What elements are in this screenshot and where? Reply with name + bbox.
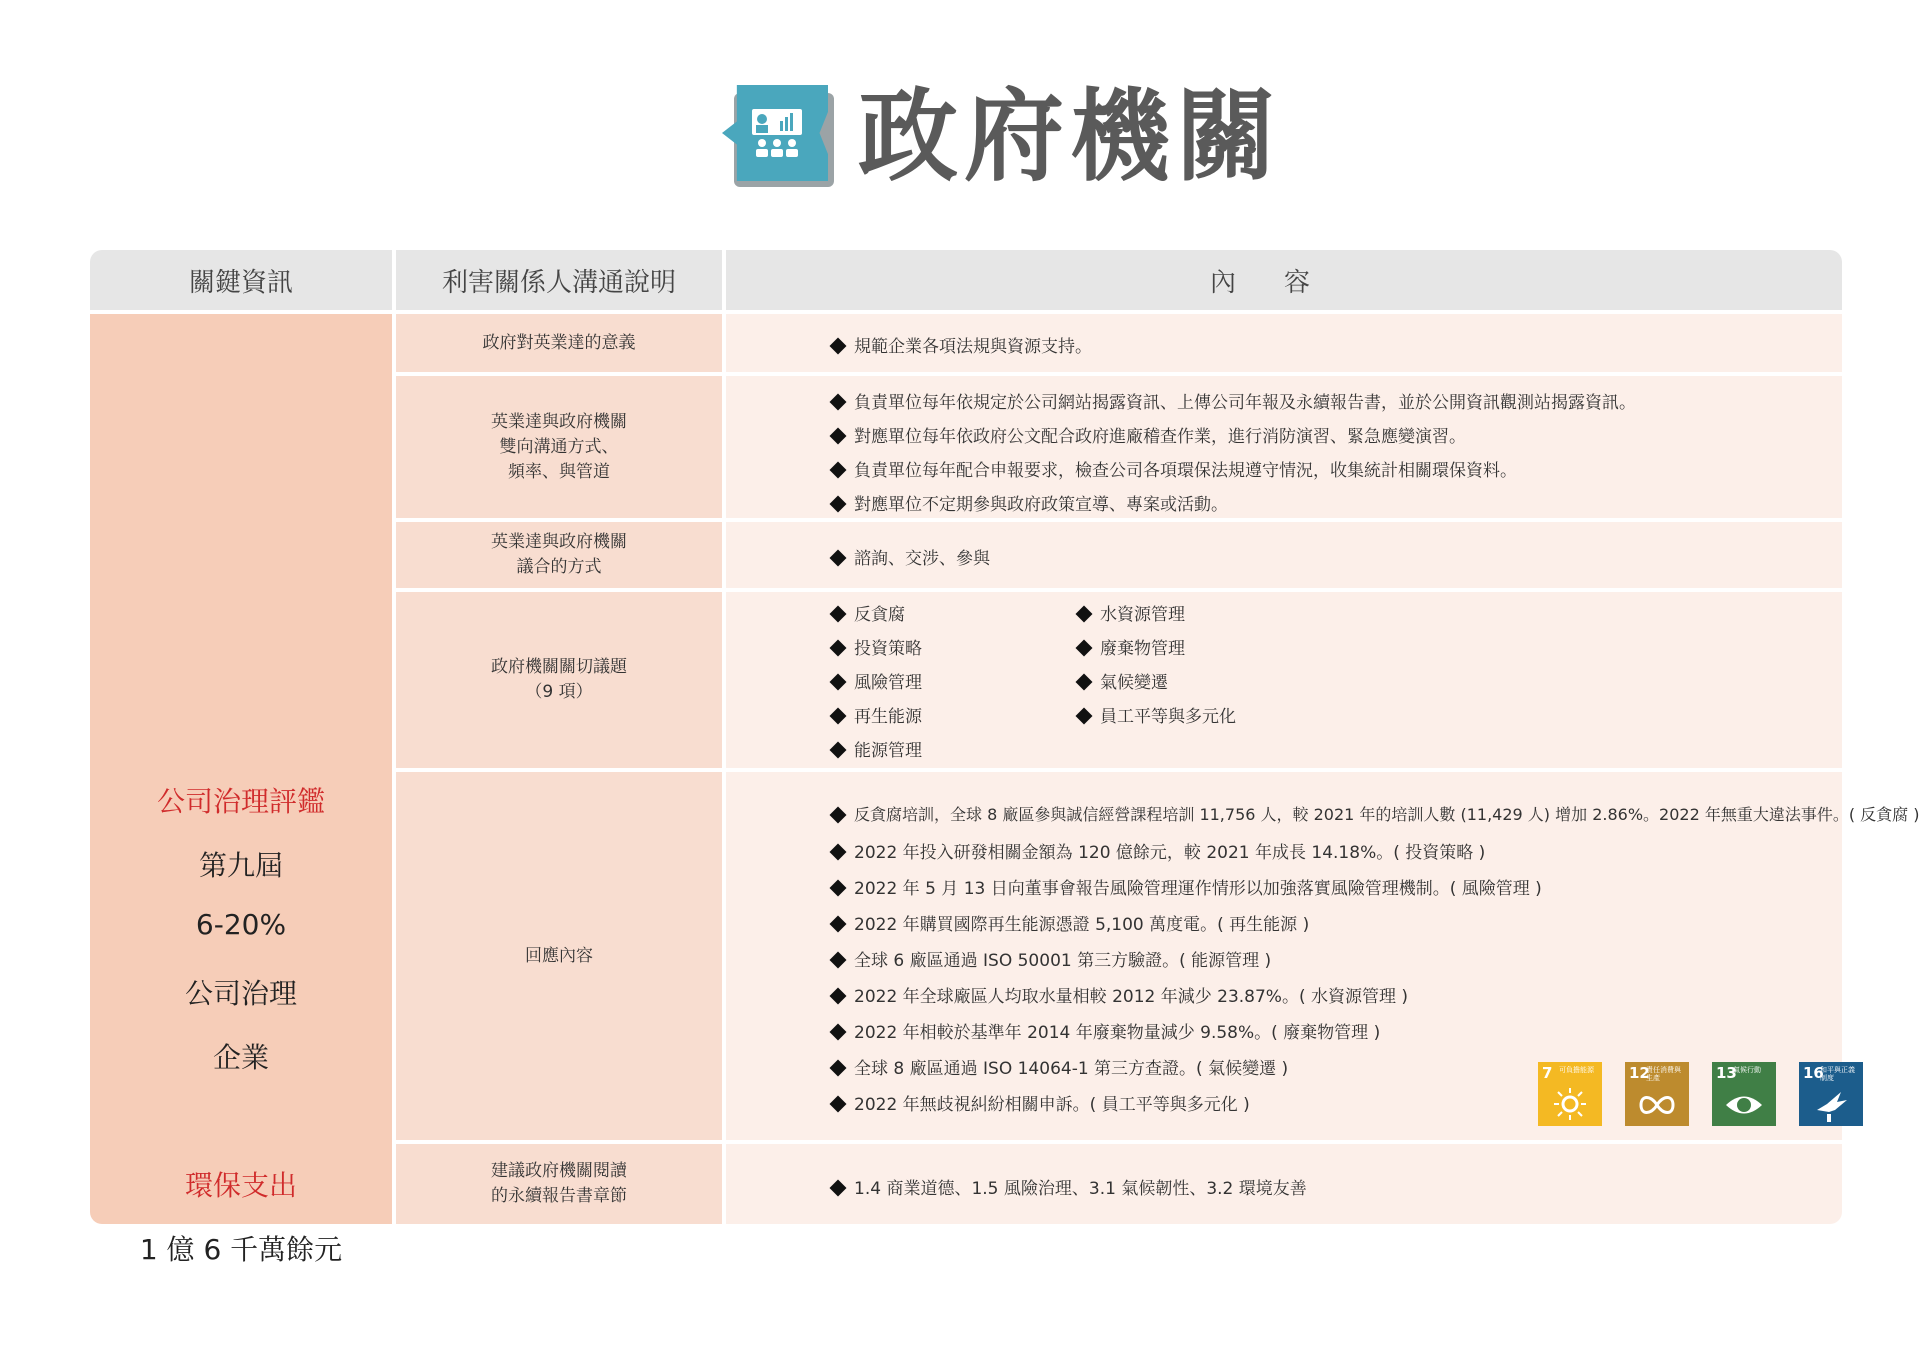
diamond-bullet-icon [830, 428, 847, 445]
sdg-12-icon: 12 責任消費與生產 [1625, 1062, 1689, 1126]
list-item: 氣候變遷 [1076, 668, 1168, 693]
row-content-concerns [726, 592, 1842, 768]
label-line: （9 項） [525, 682, 593, 702]
sun-icon [1552, 1086, 1588, 1122]
row-label-significance: 政府對英業達的意義 [396, 314, 722, 372]
header-communication: 利害關係人溝通說明 [396, 250, 722, 310]
diamond-bullet-icon [830, 1024, 847, 1041]
list-item: 1.4 商業道德、1.5 風險治理、3.1 氣候韌性、3.2 環境友善 [830, 1174, 1307, 1199]
list-item: 諮詢、交涉、參與 [830, 544, 990, 569]
diamond-bullet-icon [830, 952, 847, 969]
list-item: 對應單位每年依政府公文配合政府進廠稽查作業，進行消防演習、緊急應變演習。 [830, 422, 1466, 447]
stakeholder-table [90, 250, 1920, 1266]
list-item: 能源管理 [830, 736, 922, 761]
list-item: 全球 8 廠區通過 ISO 14064-1 第三方查證。( 氣候變遷 ) [830, 1054, 1288, 1079]
diamond-bullet-icon [830, 742, 847, 759]
header-key-info: 關鍵資訊 [90, 250, 392, 310]
sdg-7-icon: 7 可負擔能源 [1538, 1062, 1602, 1126]
label-line: 建議政府機關閱讀 [491, 1161, 627, 1181]
diamond-bullet-icon [830, 1096, 847, 1113]
list-item: 員工平等與多元化 [1076, 702, 1236, 727]
list-item: 2022 年無歧視糾紛相關申訴。( 員工平等與多元化 ) [830, 1090, 1250, 1115]
list-item: 2022 年全球廠區人均取水量相較 2012 年減少 23.87%。( 水資源管理 ) [830, 982, 1408, 1007]
page-header [722, 78, 1282, 196]
list-item: 廢棄物管理 [1076, 634, 1185, 659]
list-item: 再生能源 [830, 702, 922, 727]
diamond-bullet-icon [830, 844, 847, 861]
row-label-engagement [396, 522, 722, 588]
list-item: 風險管理 [830, 668, 922, 693]
list-item: 全球 6 廠區通過 ISO 50001 第三方驗證。( 能源管理 ) [830, 946, 1271, 971]
diamond-bullet-icon [1076, 708, 1093, 725]
label-line: 雙向溝通方式、 [499, 436, 619, 457]
list-item: 負責單位每年配合申報要求，檢查公司各項環保法規遵守情況，收集統計相關環保資料。 [830, 456, 1517, 481]
diamond-bullet-icon [830, 606, 847, 623]
list-item: 2022 年相較於基準年 2014 年廢棄物量減少 9.58%。( 廢棄物管理 ) [830, 1018, 1380, 1043]
row-label-communication [396, 376, 722, 518]
dove-icon [1811, 1088, 1851, 1122]
list-item: 2022 年 5 月 13 日向董事會報告風險管理運作情形以加強落實風險管理機制。( 風險管理 ) [830, 874, 1542, 899]
row-label-recommended-reading [396, 1144, 722, 1224]
diamond-bullet-icon [830, 1180, 847, 1197]
diamond-bullet-icon [830, 880, 847, 897]
diamond-bullet-icon [830, 988, 847, 1005]
rating-edition: 第九屆 [198, 849, 283, 882]
page-title: 政府機關 [858, 78, 1282, 195]
diamond-bullet-icon [830, 338, 847, 355]
row-content-response [726, 772, 1920, 1140]
label-line: 英業達與政府機關 [491, 411, 627, 432]
row-content-engagement [726, 522, 1842, 588]
infinity-icon [1637, 1090, 1677, 1120]
label-line: 政府機關關切議題 [491, 657, 627, 677]
diamond-bullet-icon [830, 708, 847, 725]
list-item: 水資源管理 [1076, 600, 1185, 625]
diamond-bullet-icon [830, 674, 847, 691]
diamond-bullet-icon [830, 496, 847, 513]
diamond-bullet-icon [830, 394, 847, 411]
list-item: 反貪腐 [830, 600, 905, 625]
label-line: 頻率、與管道 [508, 461, 610, 482]
sdg-16-icon: 16 和平與正義制度 [1799, 1062, 1863, 1126]
rating-category: 公司治理 [184, 977, 297, 1010]
list-item: 投資策略 [830, 634, 922, 659]
header-content: 內容 [726, 250, 1842, 310]
list-item: 對應單位不定期參與政府政策宣導、專案或活動。 [830, 490, 1228, 515]
rating-suffix: 企業 [212, 1041, 269, 1074]
row-content-significance [726, 314, 1842, 372]
diamond-bullet-icon [1076, 640, 1093, 657]
list-item: 規範企業各項法規與資源支持。 [830, 332, 1092, 357]
expense-value: 1 億 6 千萬餘元 [139, 1233, 343, 1266]
diamond-bullet-icon [830, 916, 847, 933]
rating-range: 6-20% [195, 908, 287, 941]
row-content-communication [726, 376, 1842, 518]
diamond-bullet-icon [830, 462, 847, 479]
diamond-bullet-icon [1076, 674, 1093, 691]
label-line: 英業達與政府機關 [491, 532, 627, 552]
label-line: 的永續報告書章節 [491, 1186, 627, 1206]
eye-earth-icon [1724, 1090, 1764, 1120]
expense-label: 環保支出 [184, 1169, 297, 1202]
label-line: 議合的方式 [516, 557, 602, 577]
diamond-bullet-icon [830, 550, 847, 567]
diamond-bullet-icon [830, 640, 847, 657]
list-item: 負責單位每年依規定於公司網站揭露資訊、上傳公司年報及永續報告書，並於公開資訊觀測站揭露資訊。 [830, 388, 1636, 413]
sdg-13-icon: 13 氣候行動 [1712, 1062, 1776, 1126]
diamond-bullet-icon [1076, 606, 1093, 623]
key-info-column [90, 314, 392, 1266]
row-label-response: 回應內容 [396, 772, 722, 1140]
diamond-bullet-icon [830, 1060, 847, 1077]
list-item: 2022 年投入研發相關金額為 120 億餘元，較 2021 年成長 14.18%。( 投資策略 ) [830, 838, 1485, 863]
diamond-bullet-icon [830, 806, 847, 823]
row-content-recommended-reading [726, 1144, 1842, 1224]
row-label-concerns [396, 592, 722, 768]
government-presentation-icon [722, 85, 840, 189]
list-item: 2022 年購買國際再生能源憑證 5,100 萬度電。( 再生能源 ) [830, 910, 1309, 935]
rating-label: 公司治理評鑑 [156, 785, 325, 818]
list-item: 反貪腐培訓，全球 8 廠區參與誠信經營課程培訓 11,756 人，較 2021 年的培訓人數 (11,429 人) 增加 2.86%。2022 年無重大違法事件。( 反貪腐 ) [830, 802, 1920, 825]
